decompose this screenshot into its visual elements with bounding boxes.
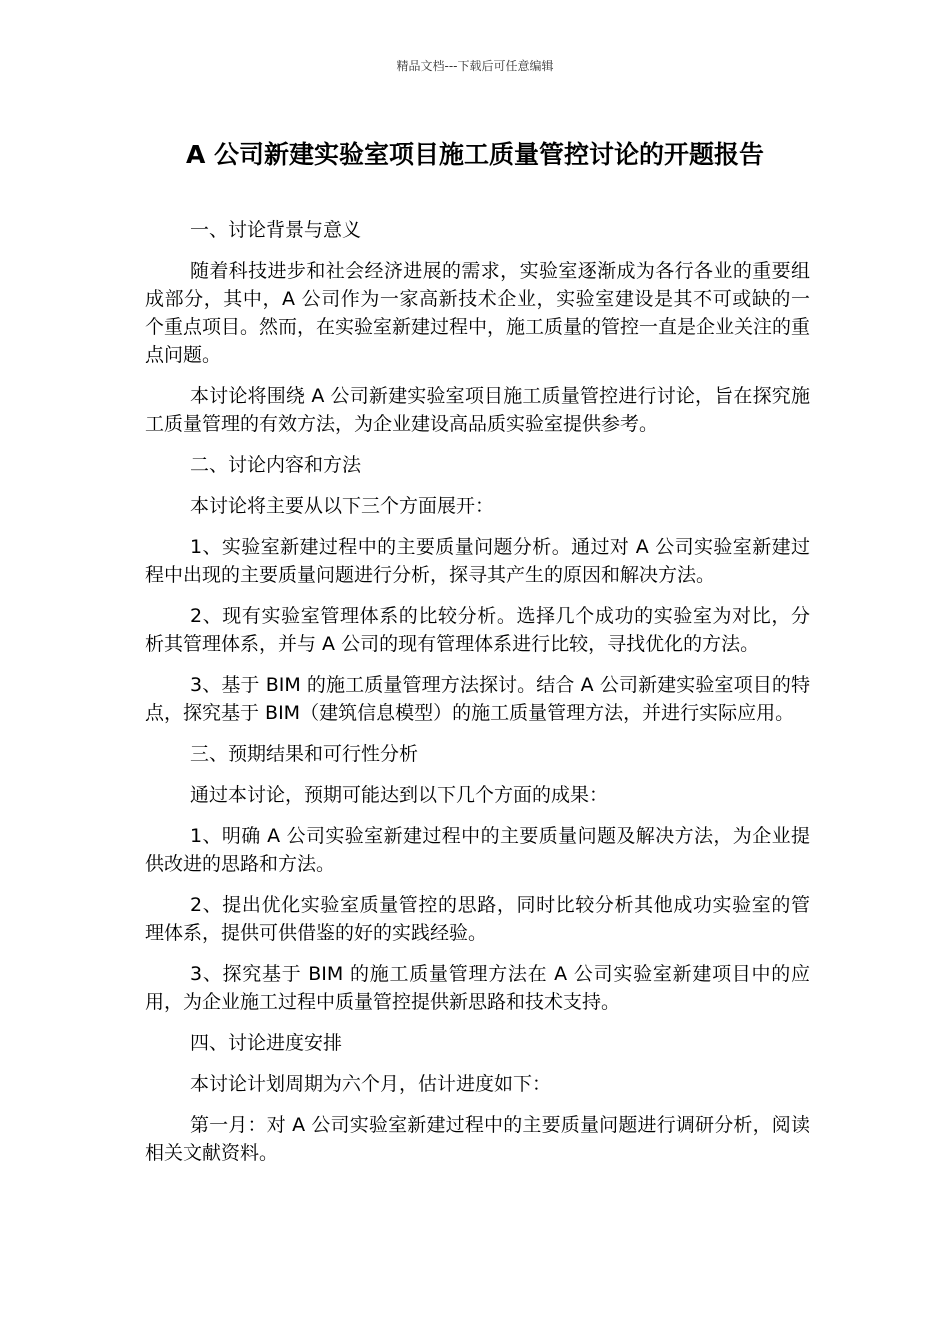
paragraph-results-item-2: 2、提出优化实验室质量管控的思路，同时比较分析其他成功实验室的管理体系，提供可供借鉴的好的实践经验。	[145, 894, 810, 944]
section-heading-content-methods: 二、讨论内容和方法	[190, 454, 362, 476]
paragraph-schedule-month-1: 第一月：对 A 公司实验室新建过程中的主要质量问题进行调研分析，阅读相关文献资料。	[145, 1114, 810, 1164]
paragraph-results-item-1: 1、明确 A 公司实验室新建过程中的主要质量问题及解决方法，为企业提供改进的思路和方法。	[145, 825, 810, 875]
document-body	[145, 216, 810, 1180]
paragraph-results-intro: 通过本讨论，预期可能达到以下几个方面的成果：	[190, 784, 609, 806]
paragraph-results-item-3: 3、探究基于 BIM 的施工质量管理方法在 A 公司实验室新建项目中的应用，为企业施工过程中质量管控提供新思路和技术支持。	[145, 963, 810, 1013]
paragraph-background-1: 随着科技进步和社会经济进展的需求，实验室逐渐成为各行各业的重要组成部分，其中，A 公司作为一家高新技术企业，实验室建设是其不可或缺的一个重点项目。然而，在实验室新建过程中，施工质量的管控一直是企业关注的重点问题。	[145, 260, 811, 366]
paragraph-content-intro: 本讨论将主要从以下三个方面展开：	[190, 495, 495, 517]
paragraph-content-item-2: 2、现有实验室管理体系的比较分析。选择几个成功的实验室为对比，分析其管理体系，并与 A 公司的现有管理体系进行比较，寻找优化的方法。	[145, 605, 810, 655]
section-heading-background: 一、讨论背景与意义	[190, 219, 362, 241]
document-title: A 公司新建实验室项目施工质量管控讨论的开题报告	[185, 140, 765, 169]
header-watermark: 精品文档---下载后可任意编辑	[396, 59, 554, 73]
section-heading-expected-results: 三、预期结果和可行性分析	[190, 743, 419, 765]
paragraph-schedule-intro: 本讨论计划周期为六个月，估计进度如下：	[190, 1073, 552, 1095]
section-heading-schedule: 四、讨论进度安排	[190, 1032, 343, 1054]
paragraph-content-item-3: 3、基于 BIM 的施工质量管理方法探讨。结合 A 公司新建实验室项目的特点，探究基于 BIM（建筑信息模型）的施工质量管理方法，并进行实际应用。	[145, 674, 810, 724]
paragraph-background-2: 本讨论将围绕 A 公司新建实验室项目施工质量管控进行讨论，旨在探究施工质量管理的有效方法，为企业建设高品质实验室提供参考。	[145, 385, 810, 435]
paragraph-content-item-1: 1、实验室新建过程中的主要质量问题分析。通过对 A 公司实验室新建过程中出现的主要质量问题进行分析，探寻其产生的原因和解决方法。	[145, 536, 810, 586]
